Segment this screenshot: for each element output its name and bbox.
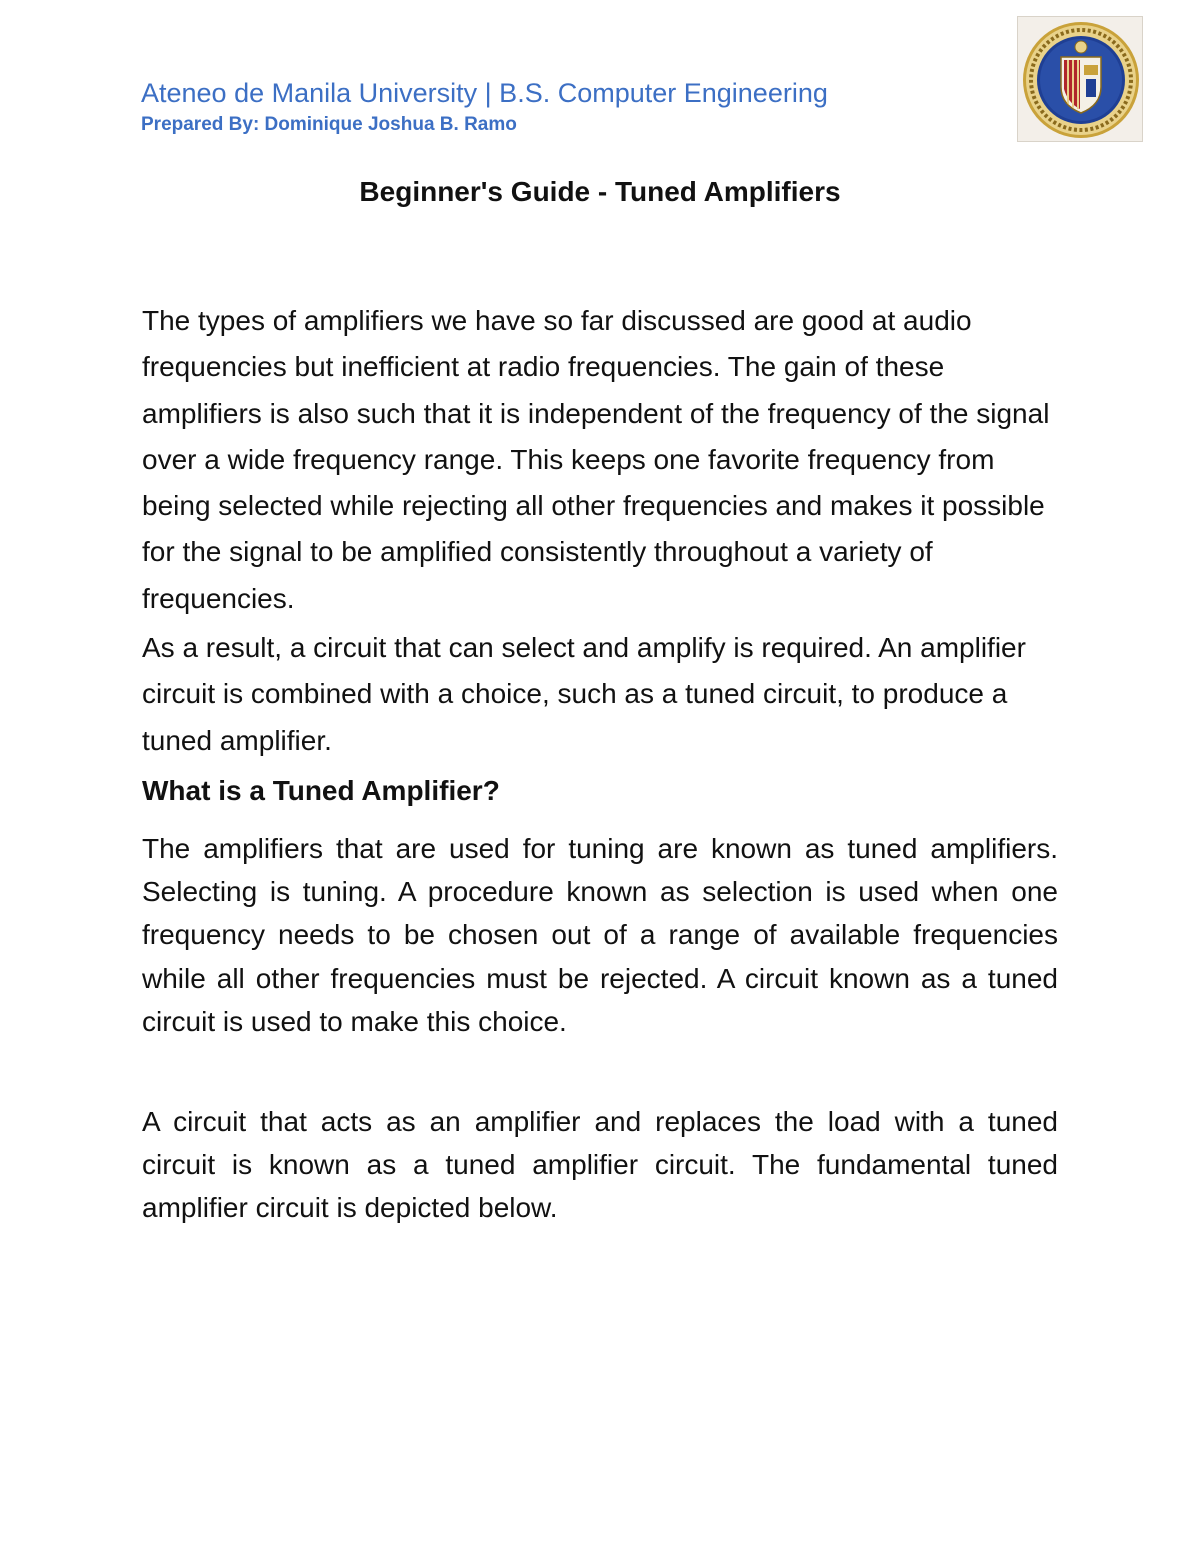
paragraph-result: As a result, a circuit that can select and amplify is required. An amplifier circuit is combined with a choice, such as a tuned circuit, to produce a tuned amplifier. [142, 632, 1026, 756]
header-university-line: Ateneo de Manila University | B.S. Computer Engineering [141, 78, 828, 108]
paragraph-definition: The amplifiers that are used for tuning are known as tuned amplifiers. Selecting is tuning. A procedure known as selection is used when one frequency needs to be chosen out of a range of available frequencies while all other frequencies must be rejected. A circuit known as a tuned circuit is used to make this choice. [142, 833, 1058, 1037]
document-title: Beginner's Guide - Tuned Amplifiers [359, 176, 841, 207]
header-prepared-by: Prepared By: Dominique Joshua B. Ramo [141, 114, 517, 135]
page-header [141, 74, 961, 138]
paragraph-circuit: A circuit that acts as an amplifier and replaces the load with a tuned circuit is known as a tuned amplifier circuit. The fundamental tuned amplifier circuit is depicted below. [142, 1106, 1058, 1224]
ateneo-seal-icon [1017, 16, 1143, 142]
section-heading: What is a Tuned Amplifier? [142, 775, 500, 806]
paragraph-intro: The types of amplifiers we have so far discussed are good at audio frequencies but inefficient at radio frequencies. The gain of these amplifiers is also such that it is independent of the frequency of the signal over a wide frequency range. This keeps one favorite frequency from being selected while rejecting all other frequencies and makes it possible for the signal to be amplified consistently throughout a variety of frequencies. [142, 305, 1050, 614]
